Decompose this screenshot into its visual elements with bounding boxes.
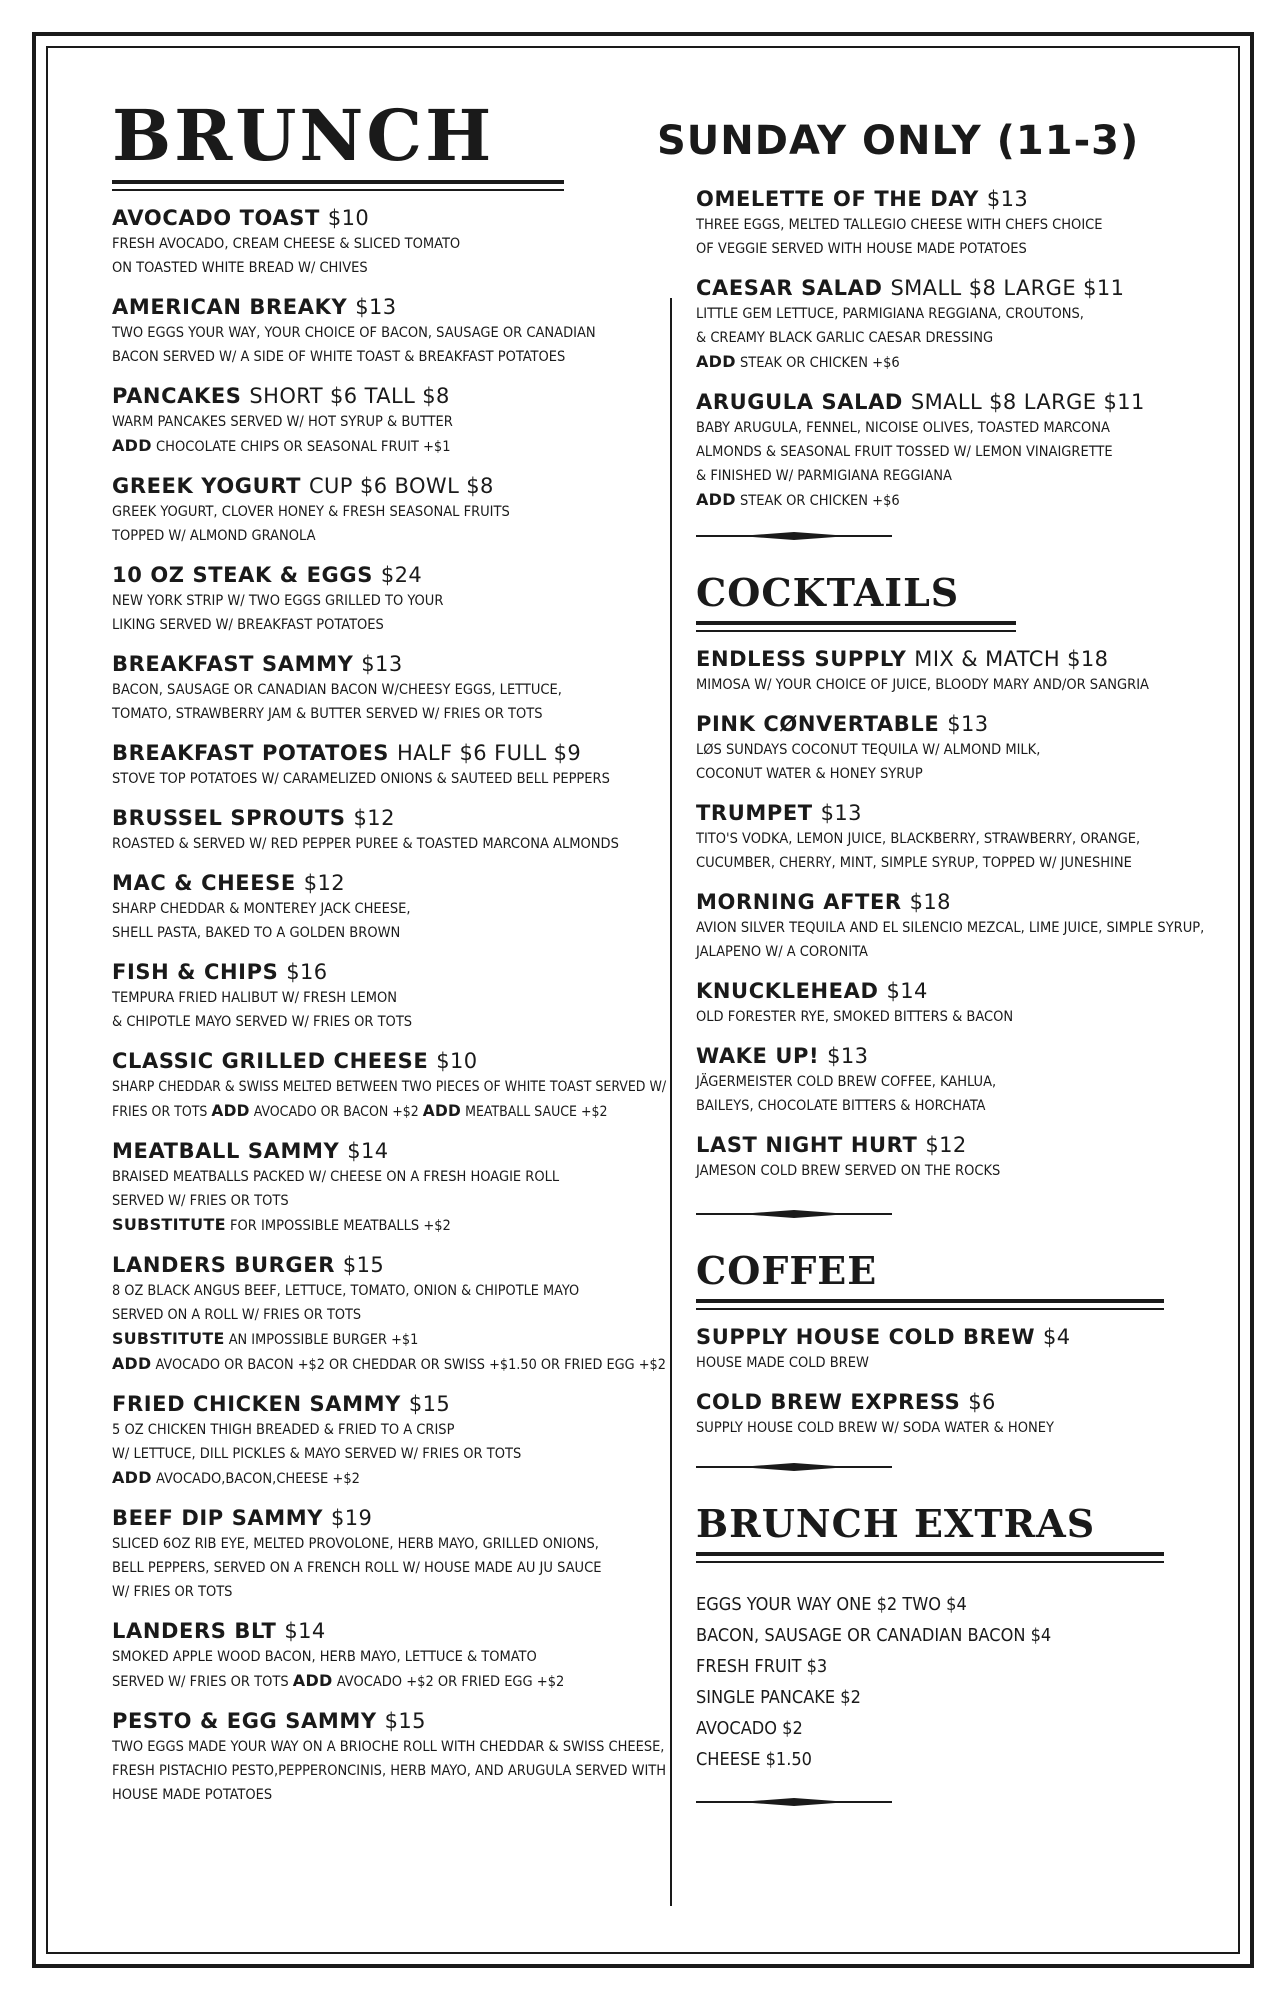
item-name: GREEK YOGURT [112,474,302,498]
add-text: STEAK OR CHICKEN +$6 [740,355,900,371]
item-heading [696,889,1236,916]
menu-item [112,1708,672,1807]
item-description [696,1005,1236,1029]
description-line: FRESH PISTACHIO PESTO,PEPPERONCINIS, HERB MAYO, AND ARUGULA SERVED WITH [112,1763,667,1779]
description-line: GREEK YOGURT, CLOVER HONEY & FRESH SEASONAL FRUITS [112,504,510,520]
item-heading [696,711,1236,738]
item-description [112,589,672,637]
item-description [112,767,672,791]
item-heading [696,186,1236,213]
description-line: TOMATO, STRAWBERRY JAM & BUTTER SERVED W/ FRIES OR TOTS [112,706,543,722]
item-price: $10 [327,206,370,230]
description-line: COCONUT WATER & HONEY SYRUP [696,766,923,782]
add-line [696,488,1236,513]
description-line: LØS SUNDAYS COCONUT TEQUILA W/ ALMOND MILK, [696,742,1041,758]
item-description [112,1532,672,1604]
add-label: ADD [112,436,152,455]
description-line: SLICED 6OZ RIB EYE, MELTED PROVOLONE, HERB MAYO, GRILLED ONIONS, [112,1536,599,1552]
add-text: AVOCADO +$2 OR FRIED EGG +$2 [336,1674,565,1690]
menu-item [696,889,1236,964]
add-label: SUBSTITUTE [112,1215,226,1234]
item-heading [112,383,672,410]
item-price: $14 [284,1619,326,1643]
item-price: $13 [820,801,862,825]
menu-item [696,389,1236,513]
item-price: $18 [909,890,951,914]
description-text: SERVED W/ FRIES OR TOTS [112,1674,289,1690]
item-description [112,1279,666,1377]
item-name: 10 OZ STEAK & EGGS [112,563,373,587]
menu-item [696,186,1236,261]
item-heading [112,959,672,986]
item-heading [112,294,672,321]
item-name: OMELETTE OF THE DAY [696,187,979,211]
add-text: MEATBALL SAUCE +$2 [465,1104,608,1120]
description-line: BAILEYS, CHOCOLATE BITTERS & HORCHATA [696,1098,986,1114]
item-price: $16 [286,960,328,984]
add-text: STEAK OR CHICKEN +$6 [740,493,900,509]
item-price: HALF $6 FULL $9 [396,741,582,765]
item-price: $12 [925,1133,967,1157]
item-name: LANDERS BURGER [112,1253,335,1277]
item-name: PESTO & EGG SAMMY [112,1709,377,1733]
item-price: MIX & MATCH $18 [914,647,1109,671]
item-heading [112,205,672,232]
add-text: AN IMPOSSIBLE BURGER +$1 [228,1332,419,1348]
item-price: $13 [986,187,1029,211]
item-description [696,1070,1236,1118]
item-description [112,1165,672,1238]
description-line: JAMESON COLD BREW SERVED ON THE ROCKS [696,1163,1001,1179]
item-description [696,916,1236,964]
menu-item [696,1043,1236,1118]
item-heading [112,1138,672,1165]
add-line [112,1213,672,1238]
extra-item: CHEESE $1.50 [696,1749,812,1770]
item-price: SMALL $8 LARGE $11 [890,276,1125,300]
description-line: BABY ARUGULA, FENNEL, NICOISE OLIVES, TOASTED MARCONA [696,420,1110,436]
item-name: PINK CØNVERTABLE [696,712,940,736]
description-line: SHELL PASTA, BAKED TO A GOLDEN BROWN [112,925,401,941]
description-line: TWO EGGS YOUR WAY, YOUR CHOICE OF BACON, SAUSAGE OR CANADIAN [112,325,596,341]
description-line: BRAISED MEATBALLS PACKED W/ CHEESE ON A FRESH HOAGIE ROLL [112,1169,560,1185]
item-description [696,1351,1236,1375]
menu-item [112,1252,672,1377]
sunday-only-title: SUNDAY ONLY (11-3) [657,118,1140,164]
description-line: SERVED W/ FRIES OR TOTS [112,1193,289,1209]
description-line: AVION SILVER TEQUILA AND EL SILENCIO MEZCAL, LIME JUICE, SIMPLE SYRUP, [696,920,1205,936]
coffee-title: COFFEE [696,1248,878,1293]
description-line: 8 OZ BLACK ANGUS BEEF, LETTUCE, TOMATO, ONION & CHIPOTLE MAYO [112,1283,580,1299]
description-line: HOUSE MADE COLD BREW [696,1355,869,1371]
extra-item: EGGS YOUR WAY ONE $2 TWO $4 [696,1594,967,1615]
divider [696,1462,892,1472]
extra-item: FRESH FRUIT $3 [696,1656,828,1677]
menu-item [112,805,672,856]
item-heading [112,1708,672,1735]
item-price: $13 [355,295,397,319]
menu-item [112,383,672,459]
description-line: & FINISHED W/ PARMIGIANA REGGIANA [696,468,952,484]
divider [696,1797,892,1807]
item-description [112,410,672,459]
brunch-column [112,94,672,1807]
right-column [696,120,1236,1807]
menu-item [112,294,672,369]
item-name: CLASSIC GRILLED CHEESE [112,1049,429,1073]
add-text: AVOCADO OR BACON +$2 OR CHEDDAR OR SWISS +$1.50 OR FRIED EGG +$2 [155,1357,666,1373]
item-name: CAESAR SALAD [696,276,883,300]
add-text: AVOCADO,BACON,CHEESE +$2 [156,1471,360,1487]
description-line: JALAPENO W/ A CORONITA [696,944,868,960]
menu-item [696,275,1236,375]
description-line: SUPPLY HOUSE COLD BREW W/ SODA WATER & HONEY [696,1420,1054,1436]
add-label: ADD [422,1101,462,1120]
item-description [112,832,672,856]
description-line: & CHIPOTLE MAYO SERVED W/ FRIES OR TOTS [112,1014,413,1030]
sunday-items [696,186,1236,513]
item-description [112,986,672,1034]
description-line: THREE EGGS, MELTED TALLEGIO CHEESE WITH CHEFS CHOICE [696,217,1103,233]
description-line: BACON, SAUSAGE OR CANADIAN BACON W/CHEESY EGGS, LETTUCE, [112,682,562,698]
item-description [696,673,1236,697]
menu-item [112,1391,672,1491]
menu-item [112,870,672,945]
item-price: $13 [361,652,403,676]
cocktail-items [696,646,1236,1183]
cocktails-title: COCKTAILS [696,570,960,615]
description-line: W/ FRIES OR TOTS [112,1584,233,1600]
item-price: SMALL $8 LARGE $11 [910,390,1145,414]
add-text: AVOCADO OR BACON +$2 [253,1104,419,1120]
item-description [112,897,672,945]
item-price: SHORT $6 TALL $8 [249,384,450,408]
description-line: BELL PEPPERS, SERVED ON A FRENCH ROLL W/ HOUSE MADE AU JU SAUCE [112,1560,602,1576]
item-description [696,416,1236,513]
item-price: CUP $6 BOWL $8 [308,474,494,498]
brunch-title-rules [112,180,564,191]
item-heading [112,1391,672,1418]
add-label: ADD [696,352,736,371]
add-label: ADD [211,1101,250,1120]
brunch-extras-title-rules [696,1552,1164,1563]
item-price: $6 [968,1390,996,1414]
item-price: $24 [380,563,423,587]
item-name: BRUSSEL SPROUTS [112,806,346,830]
item-heading [696,978,1236,1005]
description-line: MIMOSA W/ YOUR CHOICE OF JUICE, BLOODY MARY AND/OR SANGRIA [696,677,1149,693]
coffee-items [696,1324,1236,1440]
item-description [112,1645,672,1694]
divider [696,531,892,541]
item-name: FISH & CHIPS [112,960,279,984]
item-price: $14 [886,979,928,1003]
description-line: ROASTED & SERVED W/ RED PEPPER PUREE & TOASTED MARCONA ALMONDS [112,836,619,852]
description-line: CUCUMBER, CHERRY, MINT, SIMPLE SYRUP, TOPPED W/ JUNESHINE [696,855,1132,871]
menu-item [696,1324,1236,1375]
menu-item [696,1389,1236,1440]
item-name: BREAKFAST SAMMY [112,652,354,676]
description-text: FRIES OR TOTS [112,1104,208,1120]
menu-item [112,1618,672,1694]
description-line: STOVE TOP POTATOES W/ CARAMELIZED ONIONS & SAUTEED BELL PEPPERS [112,771,610,787]
item-description [112,1735,671,1807]
menu-item [696,800,1236,875]
item-description [696,302,1236,375]
item-name: MEATBALL SAMMY [112,1139,340,1163]
coffee-title-rules [696,1299,1164,1310]
description-line: ON TOASTED WHITE BREAD W/ CHIVES [112,260,368,276]
item-heading [696,1043,1236,1070]
brunch-title: BRUNCH [112,94,495,177]
description-line: ALMONDS & SEASONAL FRUIT TOSSED W/ LEMON VINAIGRETTE [696,444,1113,460]
item-name: WAKE UP! [696,1044,820,1068]
item-heading [696,389,1236,416]
item-name: AVOCADO TOAST [112,206,320,230]
item-heading [112,651,672,678]
description-line: 5 OZ CHICKEN THIGH BREADED & FRIED TO A CRISP [112,1422,455,1438]
item-heading [696,1324,1236,1351]
add-label: ADD [112,1468,152,1487]
item-description [112,232,672,280]
item-heading [112,1618,672,1645]
item-name: TRUMPET [696,801,813,825]
item-name: LANDERS BLT [112,1619,277,1643]
menu-item [696,1132,1236,1183]
item-heading [696,275,1236,302]
add-line [112,1327,666,1352]
description-line: TWO EGGS MADE YOUR WAY ON A BRIOCHE ROLL WITH CHEDDAR & SWISS CHEESE, [112,1739,665,1755]
menu-item [696,978,1236,1029]
item-name: AMERICAN BREAKY [112,295,348,319]
item-name: ARUGULA SALAD [696,390,903,414]
item-name: ENDLESS SUPPLY [696,647,907,671]
add-label: SUBSTITUTE [112,1329,225,1348]
description-line: BACON SERVED W/ A SIDE OF WHITE TOAST & BREAKFAST POTATOES [112,349,566,365]
item-name: LAST NIGHT HURT [696,1133,918,1157]
item-price: $15 [384,1709,426,1733]
item-description [112,1418,672,1491]
item-name: MAC & CHEESE [112,871,296,895]
add-line [112,1466,672,1491]
item-description [696,1416,1236,1440]
menu-item [112,651,672,726]
item-heading [112,562,672,589]
item-description [112,1075,667,1124]
item-name: PANCAKES [112,384,242,408]
item-description [112,678,672,726]
extra-item: AVOCADO $2 [696,1718,803,1739]
add-text: CHOCOLATE CHIPS OR SEASONAL FRUIT +$1 [156,439,451,455]
cocktails-title-rules [696,621,1016,632]
description-line: TOPPED W/ ALMOND GRANOLA [112,528,316,544]
item-description [696,1159,1236,1183]
item-name: BREAKFAST POTATOES [112,741,390,765]
item-price: $14 [347,1139,389,1163]
menu-item [112,1505,672,1604]
add-line [112,1352,666,1377]
item-heading [112,1048,672,1075]
item-heading [112,473,672,500]
description-line: JÄGERMEISTER COLD BREW COFFEE, KAHLUA, [696,1074,997,1090]
description-line: OF VEGGIE SERVED WITH HOUSE MADE POTATOES [696,241,1027,257]
item-heading [696,1132,1236,1159]
item-price: $13 [947,712,989,736]
description-line: WARM PANCAKES SERVED W/ HOT SYRUP & BUTTER [112,414,453,430]
item-price: $12 [353,806,395,830]
item-heading [112,740,672,767]
item-name: BEEF DIP SAMMY [112,1506,324,1530]
menu-item [696,711,1236,786]
description-line: W/ LETTUCE, DILL PICKLES & MAYO SERVED W/ FRIES OR TOTS [112,1446,522,1462]
add-line [112,434,672,459]
description-line: TEMPURA FRIED HALIBUT W/ FRESH LEMON [112,990,397,1006]
menu-item [112,473,672,548]
item-price: $13 [827,1044,869,1068]
add-label: ADD [696,490,736,509]
item-description [696,213,1236,261]
item-heading [112,1505,672,1532]
item-name: KNUCKLEHEAD [696,979,879,1003]
description-line [112,1669,672,1694]
item-heading [696,646,1236,673]
item-description [112,500,672,548]
item-name: MORNING AFTER [696,890,902,914]
description-line: TITO'S VODKA, LEMON JUICE, BLACKBERRY, STRAWBERRY, ORANGE, [696,831,1141,847]
add-text: FOR IMPOSSIBLE MEATBALLS +$2 [230,1218,451,1234]
item-heading [112,870,672,897]
description-line: SMOKED APPLE WOOD BACON, HERB MAYO, LETTUCE & TOMATO [112,1649,537,1665]
description-line: NEW YORK STRIP W/ TWO EGGS GRILLED TO YOUR [112,593,444,609]
add-line [696,350,1236,375]
item-heading [696,1389,1236,1416]
description-line: SERVED ON A ROLL W/ FRIES OR TOTS [112,1307,362,1323]
item-price: $4 [1043,1325,1071,1349]
description-line: SHARP CHEDDAR & MONTEREY JACK CHEESE, [112,901,411,917]
description-line: & CREAMY BLACK GARLIC CAESAR DRESSING [696,330,994,346]
description-line: LIKING SERVED W/ BREAKFAST POTATOES [112,617,384,633]
menu-item [112,1138,672,1238]
item-price: $12 [303,871,346,895]
description-line: HOUSE MADE POTATOES [112,1787,273,1803]
menu-item [112,740,672,791]
item-price: $15 [342,1253,385,1277]
menu-item [112,205,672,280]
item-price: $15 [408,1392,451,1416]
add-label: ADD [112,1354,152,1373]
item-heading [696,800,1236,827]
menu-item [112,959,672,1034]
extra-item: SINGLE PANCAKE $2 [696,1687,861,1708]
menu-item [112,1048,672,1124]
item-name: COLD BREW EXPRESS [696,1390,961,1414]
add-label: ADD [292,1671,333,1690]
description-line: FRESH AVOCADO, CREAM CHEESE & SLICED TOMATO [112,236,461,252]
item-description [696,738,1236,786]
item-heading [112,805,672,832]
item-price: $10 [436,1049,478,1073]
brunch-extras-title: BRUNCH EXTRAS [696,1501,1096,1546]
menu-item [112,562,672,637]
item-description [696,827,1236,875]
item-price: $19 [331,1506,373,1530]
item-heading [112,1252,672,1279]
extra-item: BACON, SAUSAGE OR CANADIAN BACON $4 [696,1625,1052,1646]
item-name: FRIED CHICKEN SAMMY [112,1392,401,1416]
brunch-items [112,205,672,1807]
description-line: OLD FORESTER RYE, SMOKED BITTERS & BACON [696,1009,1014,1025]
item-description [112,321,672,369]
description-line: SHARP CHEDDAR & SWISS MELTED BETWEEN TWO PIECES OF WHITE TOAST SERVED W/ [112,1079,667,1095]
description-line: LITTLE GEM LETTUCE, PARMIGIANA REGGIANA, CROUTONS, [696,306,1084,322]
divider [696,1209,892,1219]
menu-item [696,646,1236,697]
item-name: SUPPLY HOUSE COLD BREW [696,1325,1036,1349]
description-line [112,1099,651,1124]
brunch-extras-list [696,1589,1236,1775]
